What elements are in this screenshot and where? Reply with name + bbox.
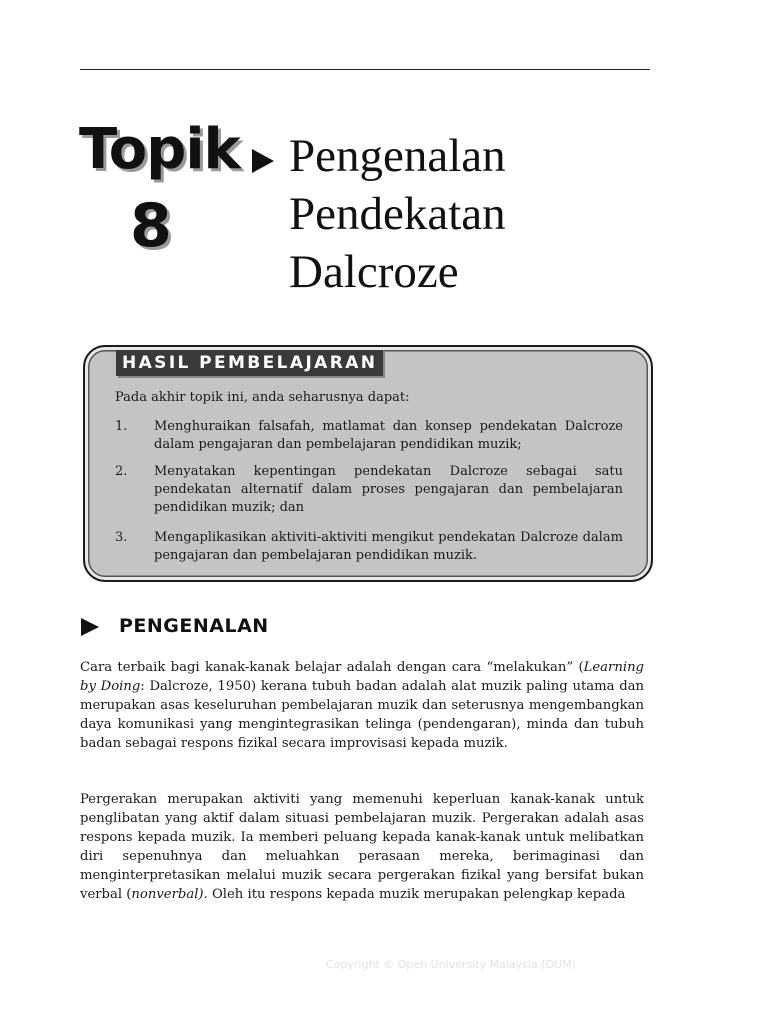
paragraph: [80, 658, 644, 753]
section-heading: PENGENALAN: [119, 615, 269, 637]
outcome-number: 3.: [115, 530, 128, 545]
outcome-item: [115, 529, 623, 565]
copyright-notice: Copyright © Open University Malaysia (OUM): [326, 958, 576, 971]
paragraph-text: Oleh itu respons kepada muzik merupakan pelengkap kepada: [207, 887, 626, 902]
paragraph-text: Pergerakan merupakan aktiviti yang memenuhi keperluan kanak-kanak untuk penglibatan yang aktif dalam situasi pembelajaran muzik. Pergerakan adalah asas respons kepada muzik. Ia memberi peluang kepada kanak-kanak untuk melibatkan diri sepenuhnya dan meluahkan perasaan mereka, berimaginasi dan menginterpretasikan melalui muzik secara pergerakan fizikal yang bersifat bukan verbal (: [80, 792, 644, 902]
paragraph-text: Cara terbaik bagi kanak-kanak belajar adalah dengan cara “melakukan” (: [80, 660, 584, 675]
outcome-number: 1.: [115, 419, 128, 434]
topic-number: 8: [130, 191, 172, 261]
paragraph-italic: Learning by Doing: [80, 660, 644, 694]
outcome-text: Mengaplikasikan aktiviti-aktiviti mengikut pendekatan Dalcroze dalam pengajaran dan pembelajaran pendidikan muzik.: [154, 530, 623, 563]
title-line: Pendekatan: [289, 188, 506, 240]
paragraph: [80, 790, 644, 904]
title-line: Dalcroze: [289, 246, 459, 298]
topic-word: Topik: [79, 117, 240, 182]
outcome-text: Menyatakan kepentingan pendekatan Dalcroze sebagai satu pendekatan alternatif dalam proses pengajaran dan pembelajaran pendidikan muzik; dan: [154, 464, 623, 515]
outcome-text: Menghuraikan falsafah, matlamat dan konsep pendekatan Dalcroze dalam pengajaran dan pembelajaran pendidikan muzik;: [154, 419, 623, 452]
triangle-right-icon: [80, 617, 100, 637]
outcome-item: [115, 418, 623, 454]
title-line: Pengenalan: [289, 130, 506, 182]
top-rule: [80, 69, 650, 70]
outcome-number: 2.: [115, 464, 128, 479]
outcome-item: [115, 463, 623, 517]
paragraph-text: : Dalcroze, 1950) kerana tubuh badan adalah alat muzik paling utama dan merupakan asas keseluruhan pembelajaran muzik dan seterusnya mengembangkan daya komunikasi yang mengintegrasikan telinga (pendengaran), minda dan tubuh badan sebagai respons fizikal secara improvisasi kepada muzik.: [80, 679, 644, 751]
learning-outcomes-label: HASIL PEMBELAJARAN: [116, 350, 383, 376]
learning-outcomes-intro: Pada akhir topik ini, anda seharusnya dapat:: [115, 390, 410, 405]
paragraph-italic: nonverbal).: [131, 887, 208, 902]
triangle-right-icon: [250, 147, 276, 175]
topic-title: [289, 127, 729, 301]
